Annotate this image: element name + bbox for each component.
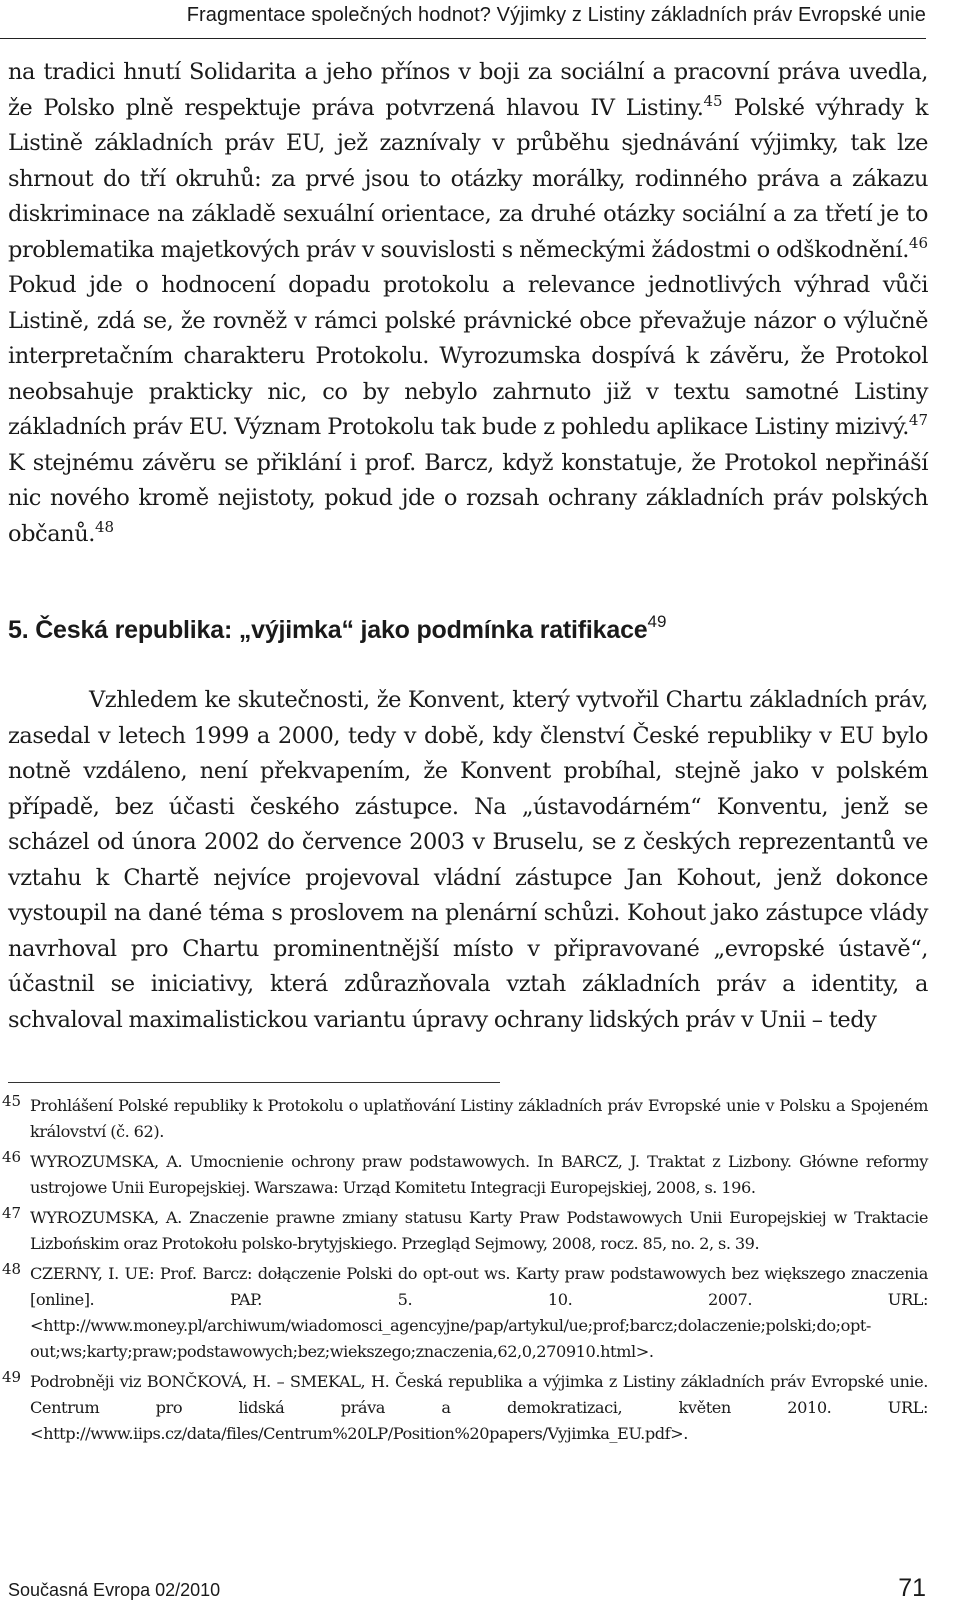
journal-name: Současná Evropa 02/2010	[8, 1580, 221, 1600]
paragraph-1-text-c: Pokud jde o hodnocení dopadu protokolu a relevance jednotlivých výhrad vůči Listině, zdá se, že rovněž v rámci polské právnické obce převažuje názor o výlučně interpretačním charakteru Protokolu. Wyrozumska dospívá k závěru, že Protokol neobsahuje prakticky nic, co by nebylo zahrnuto již v textu samotné Listiny základních práv EU. Význam Protokolu tak bude z pohledu aplikace Listiny mizivý.	[8, 272, 928, 440]
footnote-text[interactable]: CZERNY, I. UE: Prof. Barcz: dołączenie Polski do opt-out ws. Karty praw podstawowych bez większego znaczenia [online]. PAP. 5. 10. 2007. URL: <http://www.money.pl/archiwum/wiadomosci_agencyjne/pap/artykul/ue;prof;barcz;dolaczenie;polski;do;opt-out;ws;karty;praw;podstawowych;bez;wiekszego;znaczenia,62,0,270910.html>.	[30, 1264, 928, 1361]
footnote-ref-49[interactable]: 49	[647, 612, 667, 631]
running-header: Fragmentace společných hodnot? Výjimky z Listiny základních práv Evropské unie	[186, 4, 926, 26]
footnote-ref-45[interactable]: 45	[703, 91, 723, 110]
paragraph-1-text-b: Polské výhrady k Listině základních práv EU, jež zaznívaly v průběhu sjednávání výjimky, tak lze shrnout do tří okruhů: za prvé jsou to otázky morálky, rodinného práva a zákazu diskriminace na základě sexuální orientace, za druhé otázky sociální a za třetí je to problematika majetkových práv v souvislosti s německými žádostmi o odškodnění.	[8, 94, 928, 263]
paragraph-2-text: Vzhledem ke skutečnosti, že Konvent, který vytvořil Chartu základních práv, zasedal v letech 1999 a 2000, tedy v době, kdy členství České republiky v EU bylo notně vzdáleno, není překvapením, že Konvent probíhal, stejně jako v polském případě, bez účasti českého zástupce. Na „ústavodárném“ Konventu, jenž se scházel od února 2002 do července 2003 v Bruselu, se z českých reprezentantů ve vztahu k Chartě nejvíce projevoval vládní zástupce Jan Kohout, jenž dokonce vystoupil na dané téma s proslovem na plenární schůzi. Kohout jako zástupce vlády navrhoval pro Chartu prominentnější místo v připravované „evropské ústavě“, účastnil se iniciativy, která zdůrazňovala vztah základních práv a identity, a schvaloval maximalistickou variantu úpravy ochrany lidských práv v Unii – tedy	[8, 687, 928, 1033]
paragraph-1	[8, 55, 928, 552]
footnote-49	[2, 1368, 928, 1447]
footnote-text: WYROZUMSKA, A. Umocnienie ochrony praw podstawowych. In BARCZ, J. Traktat z Lizbony. Główne reformy ustrojowe Unii Europejskiej. Warszawa: Urząd Komitetu Integracji Europejskiej, 2008, s. 196.	[30, 1152, 928, 1197]
footnote-46	[2, 1148, 928, 1201]
header-rule	[0, 38, 926, 39]
running-footer	[0, 1565, 960, 1615]
footnote-ref-47[interactable]: 47	[908, 411, 928, 429]
footnotes	[2, 1092, 928, 1451]
paragraph-1-text-d: K stejnému závěru se přiklání i prof. Barcz, když konstatuje, že Protokol nepřináší nic nového kromě nejistoty, pokud jde o rozsah ochrany základních práv polských občanů.	[8, 449, 928, 547]
footnote-rule	[8, 1082, 500, 1083]
footnote-number: 45	[2, 1092, 22, 1110]
footnote-48	[2, 1260, 928, 1365]
footnote-number: 46	[2, 1148, 22, 1166]
footnote-45	[2, 1092, 928, 1145]
page-number: 71	[898, 1574, 926, 1602]
paragraph-2	[8, 683, 928, 1038]
footnote-ref-48[interactable]: 48	[94, 517, 115, 536]
footnote-text: Prohlášení Polské republiky k Protokolu o uplatňování Listiny základních práv Evropské unie v Polsku a Spojeném království (č. 62).	[30, 1096, 928, 1141]
footnote-47	[2, 1204, 928, 1257]
paragraph-1-text-a: na tradici hnutí Solidarita a jeho přínos v boji za sociální a pracovní práva uvedla, že Polsko plně respektuje práva potvrzená hlavou IV Listiny.	[8, 59, 928, 121]
footnote-number: 49	[2, 1368, 22, 1386]
footnote-number: 47	[2, 1204, 22, 1222]
footnote-text: WYROZUMSKA, A. Znaczenie prawne zmiany statusu Karty Praw Podstawowych Unii Europejskiej w Traktacie Lizbońskim oraz Protokołu polsko-brytyjskiego. Przegląd Sejmowy, 2008, rocz. 85, no. 2, s. 39.	[30, 1208, 928, 1253]
section-heading-text: 5. Česká republika: „výjimka“ jako podmínka ratifikace	[8, 616, 648, 644]
footnote-number: 48	[2, 1260, 22, 1278]
footnote-text[interactable]: Podrobněji viz BONČKOVÁ, H. – SMEKAL, H. Česká republika a výjimka z Listiny základních práv Evropské unie. Centrum pro lidská práva a demokratizaci, květen 2010. URL: <http://www.iips.cz/data/files/Centrum%20LP/Position%20papers/Vyjimka_EU.pdf>.	[30, 1372, 928, 1443]
footnote-ref-46[interactable]: 46	[908, 233, 928, 252]
section-heading	[8, 612, 667, 645]
